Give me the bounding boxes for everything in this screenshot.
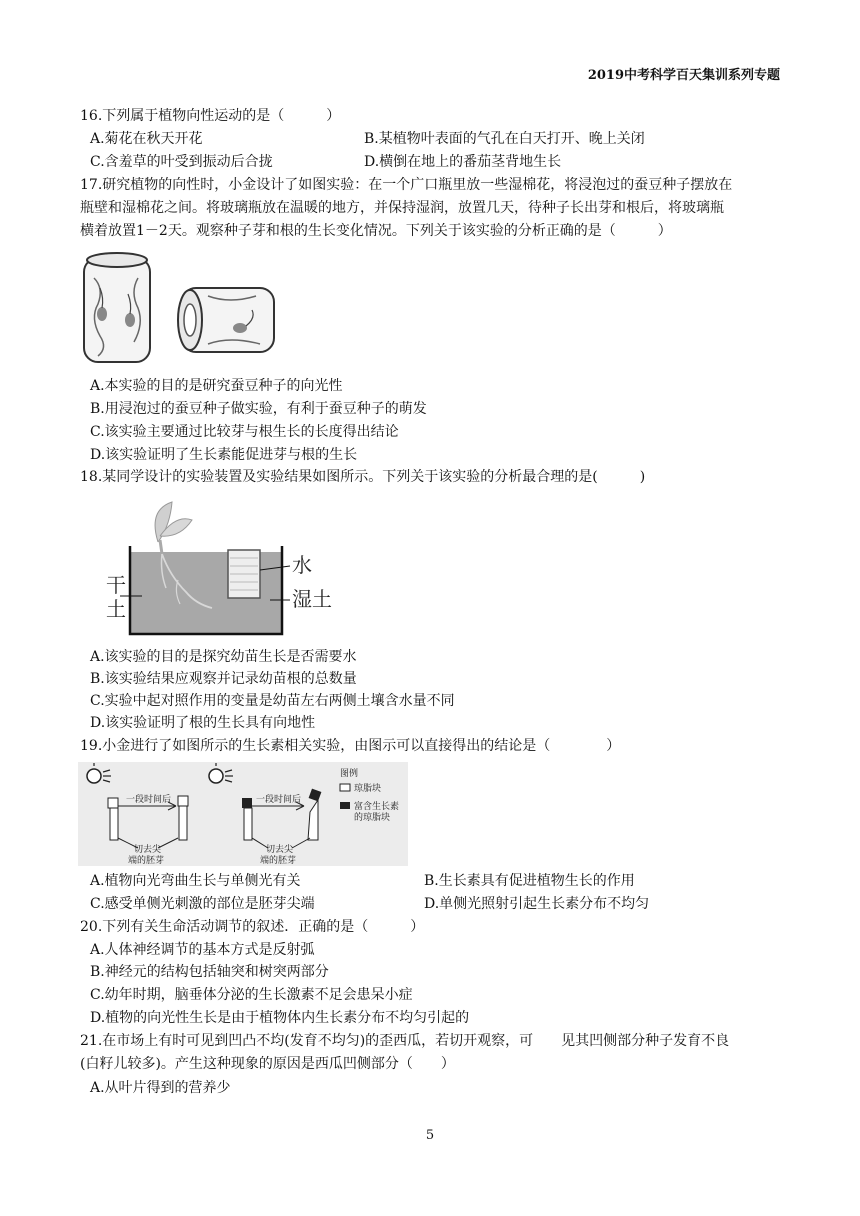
q20-option-b: B.神经元的结构包括轴突和树突两部分 (90, 964, 329, 980)
q19-option-d: D.单侧光照射引起生长素分布不均匀 (424, 896, 650, 912)
q18-pot-figure (100, 496, 340, 644)
legend-title: 图例 (340, 769, 359, 779)
q18-option-a: A.该实验的目的是探究幼苗生长是否需要水 (90, 649, 357, 665)
q17-stem-line-2: 瓶壁和湿棉花之间。将玻璃瓶放在温暖的地方，并保持湿润，放置几天，待种子长出芽和根后，将玻璃瓶 (80, 200, 724, 216)
fig-arrow-text-2: 一段时间后 (256, 795, 302, 805)
q16-option-c: C.含羞草的叶受到振动后合拢 (90, 154, 273, 170)
q19-auxin-figure (78, 762, 408, 866)
q16-option-a: A.菊花在秋天开花 (90, 131, 203, 147)
q19-option-b: B.生长素具有促进植物生长的作用 (424, 873, 635, 889)
legend-rich-1: 富含生长素 (354, 802, 400, 812)
q19-option-a: A.植物向光弯曲生长与单侧光有关 (90, 873, 301, 889)
q21-option-a: A.从叶片得到的营养少 (90, 1080, 231, 1096)
series-title: 2019中考科学百天集训系列专题 (587, 68, 780, 83)
q21-stem-line-2: (白籽儿较多)。产生这种现象的原因是西瓜凹侧部分（ ） (80, 1056, 455, 1072)
q21-stem-line-1: 21.在市场上有时可见到凹凸不均(发育不均匀)的歪西瓜，若切开观察，可 见其凹侧部分种子发育不良 (80, 1033, 730, 1049)
q20-option-d: D.植物的向光性生长是由于植物体内生长素分布不均匀引起的 (90, 1010, 470, 1026)
q18-option-c: C.实验中起对照作用的变量是幼苗左右两侧土壤含水量不同 (90, 693, 455, 709)
q17-option-c: C.该实验主要通过比较芽与根生长的长度得出结论 (90, 424, 399, 440)
label-dry-soil-1: 干 (106, 573, 126, 597)
q16-option-d: D.横倒在地上的番茄茎背地生长 (364, 154, 562, 170)
q18-stem: 18.某同学设计的实验装置及实验结果如图所示。下列关于该实验的分析最合理的是( ) (80, 469, 646, 485)
fig-cut-label-2a: 切去尖 (266, 845, 294, 855)
fig-cut-label-1a: 切去尖 (134, 845, 162, 855)
q18-option-b: B.该实验结果应观察并记录幼苗根的总数量 (90, 671, 357, 687)
q16-option-b: B.某植物叶表面的气孔在白天打开、晚上关闭 (364, 131, 645, 147)
page-number: 5 (425, 1128, 435, 1143)
q17-stem-line-1: 17.研究植物的向性时，小金设计了如图实验：在一个广口瓶里放一些湿棉花，将浸泡过的蚕豆种子摆放在 (80, 177, 733, 193)
q16-stem: 16.下列属于植物向性运动的是（ ） (80, 108, 341, 124)
q20-option-a: A.人体神经调节的基本方式是反射弧 (90, 942, 315, 958)
q20-option-c: C.幼年时期，脑垂体分泌的生长激素不足会患呆小症 (90, 987, 413, 1003)
fig-arrow-text-1: 一段时间后 (126, 795, 172, 805)
label-water: 水 (292, 553, 312, 577)
q17-option-d: D.该实验证明了生长素能促进芽与根的生长 (90, 447, 358, 463)
q17-option-a: A.本实验的目的是研究蚕豆种子的向光性 (90, 378, 343, 394)
fig-cut-label-2b: 端的胚芽 (260, 856, 297, 866)
q20-stem: 20.下列有关生命活动调节的叙述．正确的是（ ） (80, 919, 425, 935)
q17-stem-line-3: 横着放置1－2天。观察种子芽和根的生长变化情况。下列关于该实验的分析正确的是（ ） (80, 223, 672, 239)
q17-option-b: B.用浸泡过的蚕豆种子做实验，有利于蚕豆种子的萌发 (90, 401, 427, 417)
q18-option-d: D.该实验证明了根的生长具有向地性 (90, 715, 316, 731)
q19-stem: 19.小金进行了如图所示的生长素相关实验，由图示可以直接得出的结论是（ ） (80, 738, 621, 754)
label-dry-soil-2: 土 (106, 597, 126, 621)
q19-option-c: C.感受单侧光刺激的部位是胚芽尖端 (90, 896, 315, 912)
fig-cut-label-1b: 端的胚芽 (128, 856, 165, 866)
legend-agar: 琼脂块 (354, 784, 382, 794)
label-wet-soil: 湿土 (292, 587, 332, 611)
q17-jar-figure (80, 248, 280, 368)
legend-rich-2: 的琼脂块 (354, 813, 391, 823)
